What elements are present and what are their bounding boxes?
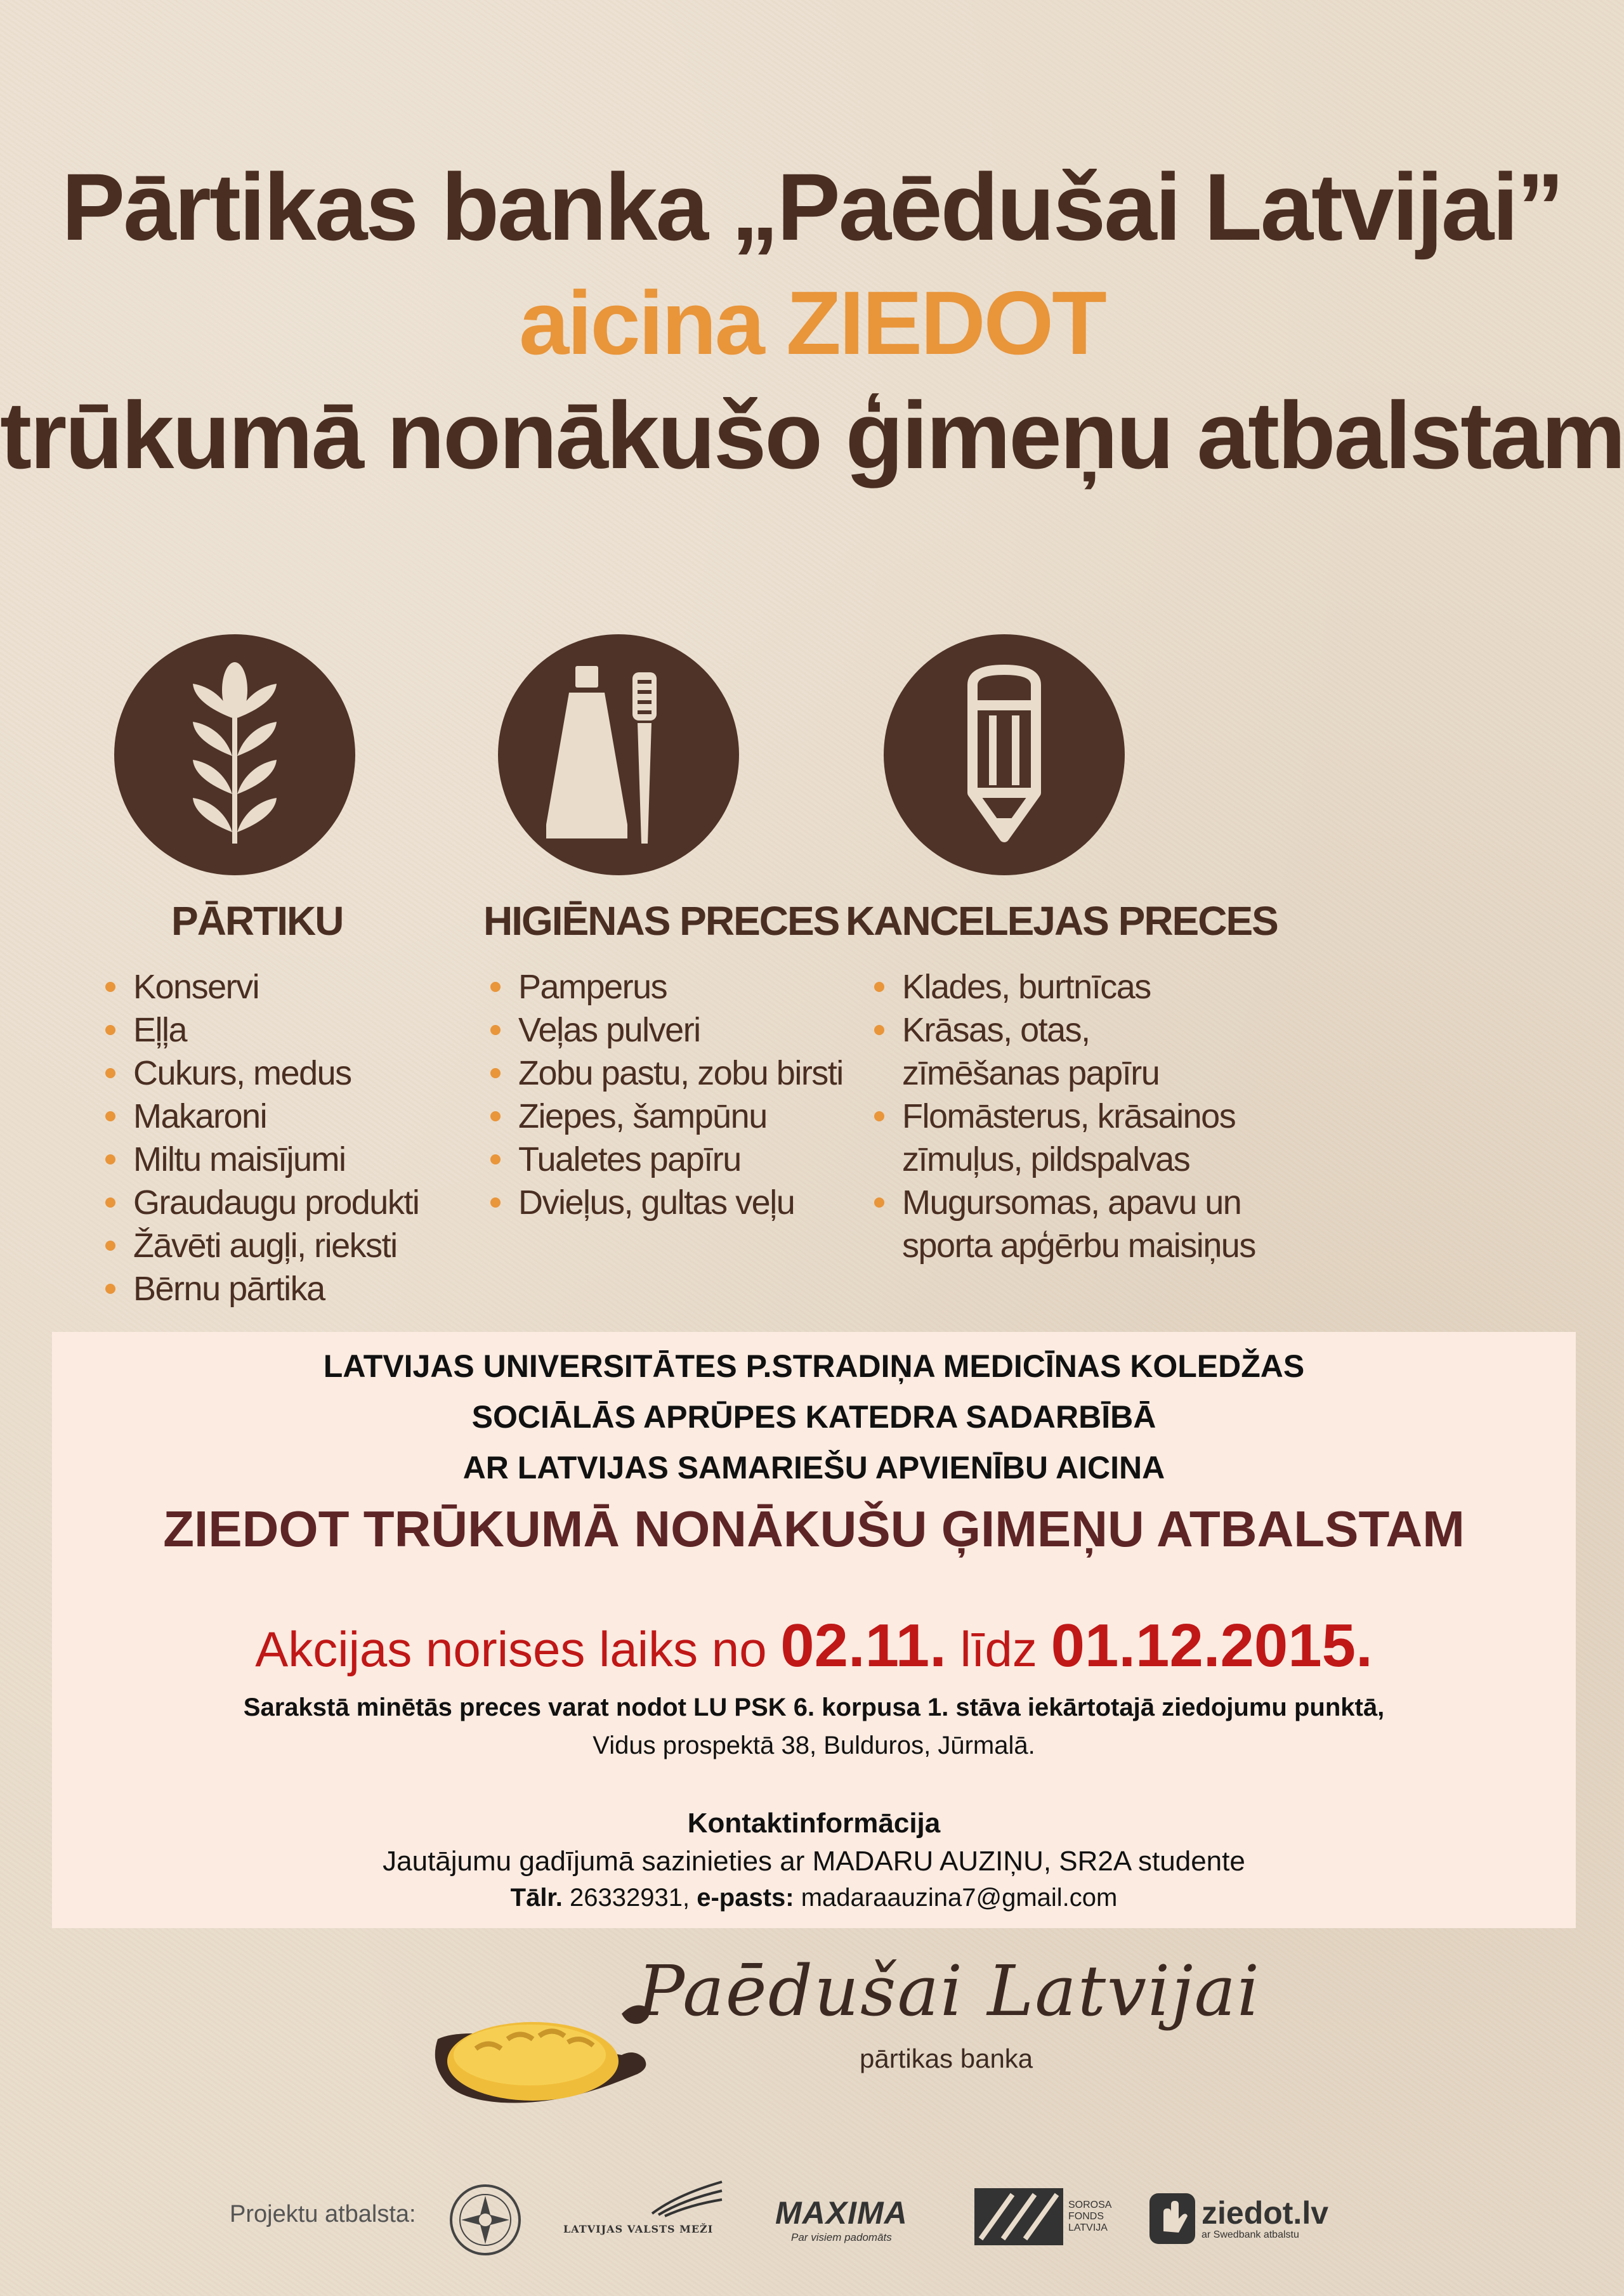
soros-name: SOROSA FONDS LATVIJA bbox=[1068, 2200, 1111, 2233]
contact-details bbox=[52, 1884, 1576, 1912]
list-item: Graudaugu produkti bbox=[102, 1181, 419, 1224]
email-label: e-pasts: bbox=[697, 1884, 794, 1912]
pencil-icon bbox=[884, 634, 1125, 875]
category-title-hygiene: HIGIĒNAS PRECES bbox=[483, 898, 839, 944]
list-item: zīmuļus, pildspalvas bbox=[902, 1140, 1190, 1178]
period-prefix: Akcijas norises laiks no bbox=[255, 1621, 781, 1677]
maxima-logo bbox=[775, 2195, 908, 2244]
category-title-stationery: KANCELEJAS PRECES bbox=[846, 898, 1278, 944]
period-start: 02.11. bbox=[780, 1612, 946, 1680]
list-item: Bērnu pārtika bbox=[102, 1267, 419, 1310]
list-item: Flomāsterus, krāsainos bbox=[870, 1095, 1255, 1138]
dropoff-address: Vidus prospektā 38, Bulduros, Jūrmalā. bbox=[593, 1732, 1035, 1759]
list-item: sporta apģērbu maisiņus bbox=[902, 1227, 1255, 1265]
list-item: Zobu pastu, zobu birsti bbox=[487, 1052, 843, 1095]
info-box bbox=[52, 1332, 1576, 1928]
headline-line-1: Pārtikas banka „Paēdušai Latvijai” bbox=[62, 153, 1562, 260]
organizer-line-1: LATVIJAS UNIVERSITĀTES P.STRADIŅA MEDICĪNAS KOLEDŽAS bbox=[323, 1348, 1305, 1384]
list-item: Makaroni bbox=[102, 1095, 419, 1138]
soros-fonds-logo bbox=[974, 2188, 1119, 2245]
appeal-heading: ZIEDOT TRŪKUMĀ NONĀKUŠU ĢIMEŅU ATBALSTAM bbox=[163, 1501, 1465, 1557]
period-mid: līdz bbox=[946, 1621, 1051, 1677]
headline-line-3: trūkumā nonākušo ģimeņu atbalstam bbox=[0, 382, 1624, 488]
phone-label: Tālr. bbox=[510, 1884, 563, 1912]
headline-line-2: aicina ZIEDOT bbox=[519, 273, 1105, 374]
category-title-food: PĀRTIKU bbox=[171, 898, 343, 944]
soros-mark-icon bbox=[974, 2188, 1063, 2245]
maxima-tagline: Par visiem padomāts bbox=[791, 2231, 892, 2243]
maxima-name: MAXIMA bbox=[775, 2195, 908, 2231]
email-value: madaraauzina7@gmail.com bbox=[794, 1884, 1118, 1912]
list-item: Veļas pulveri bbox=[487, 1008, 843, 1052]
samaritan-seal-logo bbox=[447, 2182, 523, 2258]
phone-value: 26332931, bbox=[562, 1884, 697, 1912]
ziedot-lv-logo bbox=[1149, 2193, 1328, 2244]
campaign-period bbox=[52, 1611, 1576, 1681]
hygiene-list bbox=[487, 965, 843, 1224]
list-item: Klades, burtnīcas bbox=[870, 965, 1255, 1008]
list-item: Dvieļus, gultas veļu bbox=[487, 1181, 843, 1224]
list-item: Konservi bbox=[102, 965, 419, 1008]
stationery-list bbox=[870, 965, 1255, 1267]
list-item: Mugursomas, apavu un bbox=[870, 1181, 1255, 1224]
list-item: Ziepes, šampūnu bbox=[487, 1095, 843, 1138]
list-item: Miltu maisījumi bbox=[102, 1138, 419, 1181]
brand-subtitle: pārtikas banka bbox=[860, 2044, 1033, 2073]
list-item: Pamperus bbox=[487, 965, 843, 1008]
list-item: zīmēšanas papīru bbox=[902, 1054, 1160, 1092]
dropoff-text: Sarakstā minētās preces varat nodot LU PSK 6. korpusa 1. stāva iekārtotajā ziedojumu punktā, bbox=[243, 1693, 1385, 1721]
list-item: Žāvēti augļi, rieksti bbox=[102, 1224, 419, 1267]
ziedot-name: ziedot.lv bbox=[1202, 2195, 1329, 2231]
hand-icon bbox=[1149, 2193, 1195, 2244]
latvijas-valsts-mezi-logo bbox=[563, 2175, 728, 2252]
contact-heading: Kontaktinformācija bbox=[687, 1808, 941, 1839]
organizer-line-2: SOCIĀLĀS APRŪPES KATEDRA SADARBĪBĀ bbox=[471, 1399, 1156, 1435]
period-end: 01.12.2015. bbox=[1051, 1612, 1373, 1680]
ziedot-tagline: ar Swedbank atbalstu bbox=[1202, 2229, 1299, 2240]
food-list bbox=[102, 965, 419, 1310]
wheat-icon bbox=[114, 634, 355, 875]
tree-swoosh-icon bbox=[563, 2175, 728, 2220]
sponsors-label: Projektu atbalsta: bbox=[230, 2201, 416, 2228]
latvijas-valsts-mezi-text: LATVIJAS VALSTS MEŽI bbox=[563, 2223, 714, 2235]
list-item: Tualetes papīru bbox=[487, 1138, 843, 1181]
list-item: Cukurs, medus bbox=[102, 1052, 419, 1095]
list-item: Krāsas, otas, bbox=[870, 1008, 1255, 1052]
brand-name: Paēdušai Latvijai bbox=[638, 1950, 1261, 2032]
organizer-line-3: AR LATVIJAS SAMARIEŠU APVIENĪBU AICINA bbox=[462, 1450, 1165, 1485]
toothpaste-toothbrush-icon bbox=[498, 634, 739, 875]
list-item: Eļļa bbox=[102, 1008, 419, 1052]
contact-person: Jautājumu gadījumā sazinieties ar MADARU AUZIŅU, SR2A studente bbox=[383, 1846, 1245, 1877]
